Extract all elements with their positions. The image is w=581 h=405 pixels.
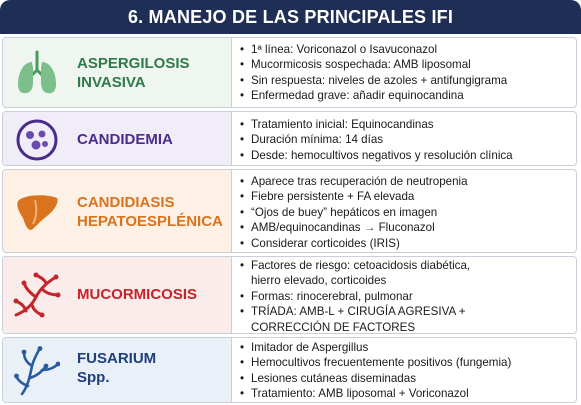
row-fusarium (2, 337, 577, 403)
lungs-icon (11, 47, 63, 99)
list-item: • Lesiones cutáneas diseminadas (239, 371, 570, 386)
bullet-list (239, 258, 570, 335)
page-title: 6. MANEJO DE LAS PRINCIPALES IFI (127, 6, 454, 27)
list-item: • Considerar corticoides (IRIS) (239, 236, 570, 251)
row-mucormicosis (2, 256, 577, 334)
list-item: • Mucormicosis sospechada: AMB liposomal (239, 57, 570, 72)
list-item: • Sin respuesta: niveles de azoles + antifungigrama (239, 73, 570, 88)
row-candidiasis-hepatoesplenica (2, 169, 577, 253)
mucor-hyphae-icon (11, 270, 63, 322)
bullet-list (239, 42, 570, 104)
disease-name: ASPERGILOSIS INVASIVA (77, 55, 190, 91)
disease-name: FUSARIUM Spp. (77, 350, 157, 386)
list-item: • Enfermedad grave: añadir equinocandina (239, 88, 570, 103)
row-candidemia (2, 111, 577, 166)
list-item: • Factores de riesgo: cetoacidosis diabética, (239, 258, 570, 273)
list-item: • TRÍADA: AMB-L + CIRUGÍA AGRESIVA + (239, 304, 570, 319)
list-item-continuation: CORRECCIÓN DE FACTORES (251, 320, 416, 334)
list-item: • 1ª línea: Voriconazol o Isavuconazol (239, 42, 570, 57)
list-item: • Tratamiento inicial: Equinocandinas (239, 117, 570, 132)
list-item: • “Ojos de buey” hepáticos en imagen (239, 205, 570, 220)
bullet-list (239, 340, 570, 402)
header-bar (0, 0, 581, 34)
list-item: • Fiebre persistente + FA elevada (239, 189, 570, 204)
list-item: • Hemocultivos frecuentemente positivos (fungemia) (239, 355, 570, 370)
list-item: • AMB/equinocandinas → Fluconazol (239, 220, 570, 235)
list-item: • Imitador de Aspergillus (239, 340, 570, 355)
disease-name: CANDIDEMIA (77, 131, 173, 148)
list-item-continuation: hierro elevado, corticoides (251, 274, 387, 288)
disease-name: MUCORMICOSIS (77, 286, 197, 303)
list-item: • Formas: rinocerebral, pulmonar (239, 289, 570, 304)
liver-icon (11, 186, 63, 238)
list-item: • Tratamiento: AMB liposomal + Voriconazol (239, 386, 570, 401)
bullet-list (239, 174, 570, 251)
list-item: • Desde: hemocultivos negativos y resolución clínica (239, 148, 570, 163)
bullet-list (239, 117, 570, 163)
yeast-cells-icon (11, 114, 63, 166)
fusarium-branch-icon (11, 345, 63, 397)
list-item: • Aparece tras recuperación de neutropenia (239, 174, 570, 189)
list-item: • Duración mínima: 14 días (239, 132, 570, 147)
disease-name: CANDIDIASIS HEPATOESPLÉNICA (77, 194, 223, 230)
row-aspergilosis (2, 37, 577, 108)
